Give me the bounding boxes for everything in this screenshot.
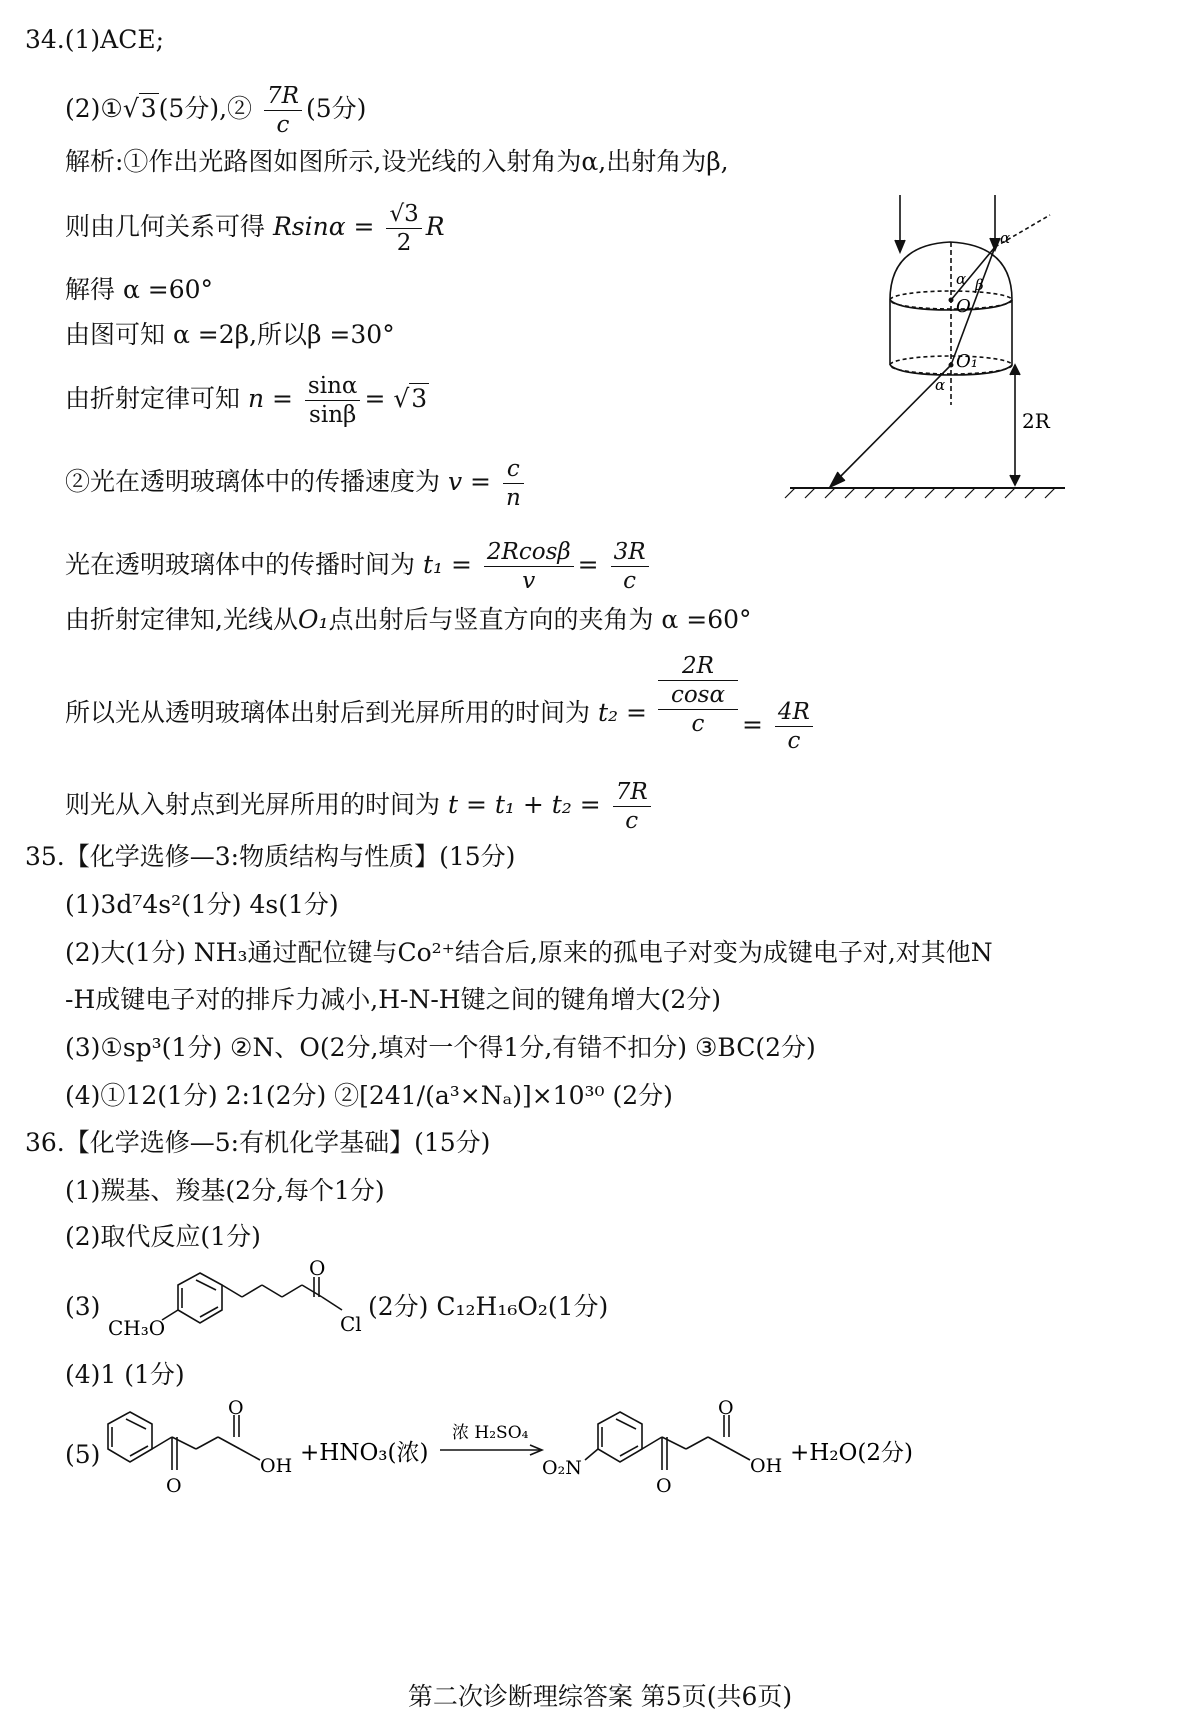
r-o-top: O [228,1400,244,1419]
ch3o-label: CH₃O [108,1316,166,1340]
q34-geo-text: 则由几何关系可得 [65,212,266,241]
q34-p2-score1: (5分),② [158,94,253,123]
q36-line3-label: (3) [65,1292,101,1321]
carbonyl-o-label: O [309,1256,326,1280]
q35-line4: (3)①sp³(1分) ②N、O(2分,填对一个得1分,有错不扣分) ③BC(2分) [65,1033,816,1062]
q34-p2-sqrt: 3 [140,94,157,123]
q36-line1: (1)羰基、羧基(2分,每个1分) [65,1176,385,1205]
q34-t2-var: t₂ = [597,698,647,727]
q34-geo-num: √3 [389,201,419,227]
q34-t1-var: t₁ = [422,550,472,579]
label-alpha-top: α [1000,229,1011,247]
q35-line2: (2)大(1分) NH₃通过配位键与Co²⁺结合后,原来的孤电子对变为成键电子对,对其他N [65,938,993,967]
cl-label: Cl [340,1312,362,1336]
q34-t-num: 7R [615,779,648,805]
q34-t1-text: 光在透明玻璃体中的传播时间为 [65,550,416,579]
q34-refraction: 由折射定律可知 n = $\frac{\sin\alpha}{\sin\beta}$ = √3 [65,373,428,428]
p-oh: OH [750,1455,783,1477]
q34-t2-num2: 4R [777,699,810,725]
q34-refr-den: sinβ [305,400,361,429]
p-o-top: O [718,1400,734,1419]
q36-structure-3 [100,1255,370,1345]
q34-refr-n: n = [247,384,293,413]
q34-t2-text: 所以光从透明玻璃体出射后到光屏所用的时间为 [65,698,591,727]
q34-t2 [65,698,647,728]
q34-part1: 34.(1)ACE; [25,25,165,54]
q36-line5-label: (5) [65,1440,101,1469]
q34-t-text: 则光从入射点到光屏所用的时间为 [65,790,441,819]
q34-t2-inner-den: cosα [658,680,738,709]
r-o-bottom: O [166,1475,182,1497]
q34-t1-den1: v [484,566,574,595]
q34-geo-tail: R [425,212,445,241]
q34-speed-num: c [506,456,520,482]
q34-speed [65,455,528,512]
r-oh: OH [260,1455,293,1477]
q34-t2-den: c [658,709,738,738]
q34-p2-frac-den: c [264,110,302,139]
q34-p2-score2: (5分) [305,94,367,123]
q34-t2-eq: = [742,710,763,739]
q34-t2-den2: c [775,726,813,755]
q36-line3-tail: (2分) C₁₂H₁₆O₂(1分) [368,1292,609,1321]
q34-part2-answer: (2)①√3(5分),② $\frac{7R}{c}$ (5分) [65,83,367,138]
q34-refr-text: 由折射定律可知 [65,384,241,413]
q34-geo-den: 2 [386,228,421,257]
q34-t1-num2: 3R [613,539,646,565]
q34-fig-relation: 由图可知 α =2β,所以β =30° [65,320,395,349]
label-2R: 2R [1022,409,1050,433]
q34-refr-sqrt: 3 [411,384,428,413]
label-O1: O₁ [956,351,978,372]
q35-line3: -H成键电子对的排斥力减小,H-N-H键之间的键角增大(2分) [65,985,721,1014]
label-alpha-bottom: α [935,376,946,394]
q34-t-den: c [613,806,651,835]
q34-speed-den: n [503,483,524,512]
q34-t1-eq: = [577,550,599,579]
q34-analysis: 解析:①作出光路图如图所示,设光线的入射角为α,出射角为β, [65,147,729,176]
product-tail: +H₂O(2分) [790,1440,913,1466]
q34-p2-frac-num: 7R [267,83,299,109]
q35-line5: (4)①12(1分) 2:1(2分) ②[241/(a³×Nₐ)]×10³⁰ (2分) [65,1081,673,1110]
q34-refr-eq: = [364,384,386,413]
q36-line4: (4)1 (1分) [65,1360,185,1389]
q34-geo-expr: Rsinα = [272,212,375,241]
q35-line1: (1)3d⁷4s²(1分) 4s(1分) [65,890,339,919]
q34-t2-result [742,698,817,755]
q35-title: 35.【化学选修—3:物质结构与性质】(15分) [25,842,516,871]
q34-total-time [65,778,655,835]
q34-t2-compound-frac [658,652,738,738]
q34-t-var: t = t₁ + t₂ = [447,790,601,819]
q34-geometry [65,200,445,257]
label-beta: β [975,276,984,294]
page-footer: 第二次诊断理综答案 第5页(共6页) [407,1682,793,1711]
q34-t1-num1: 2Rcosβ [486,539,571,565]
q34-t2-inner-num: 2R [682,653,714,679]
q34-exit-angle [65,605,752,635]
p-o-bottom: O [656,1475,672,1497]
q34-t1 [65,538,653,595]
q34-exit-text2: 点出射后与竖直方向的夹角为 α =60° [328,605,752,634]
q34-speed-text: ②光在透明玻璃体中的传播速度为 [65,467,441,496]
q36-reaction-5 [100,1400,1100,1505]
label-O: O [956,296,971,317]
q34-t1-den2: c [611,566,649,595]
q34-p2-label: (2)① [65,94,123,123]
reagent-plus: +HNO₃(浓) [300,1440,429,1466]
q34-refr-num: sinα [307,373,358,399]
q34-exit-point: O₁ [297,605,329,634]
q34-solve: 解得 α =60° [65,275,214,304]
exit-ray [832,365,951,485]
q34-exit-text: 由折射定律知,光线从 [65,605,298,634]
reaction-condition: 浓 H₂SO₄ [452,1423,529,1443]
q36-line2: (2)取代反应(1分) [65,1222,261,1251]
q36-title: 36.【化学选修—5:有机化学基础】(15分) [25,1128,491,1157]
p-o2n: O₂N [542,1457,582,1479]
light-path-figure [780,180,1180,540]
q34-speed-v: v = [447,467,491,496]
label-alpha-mid: α [956,270,967,288]
